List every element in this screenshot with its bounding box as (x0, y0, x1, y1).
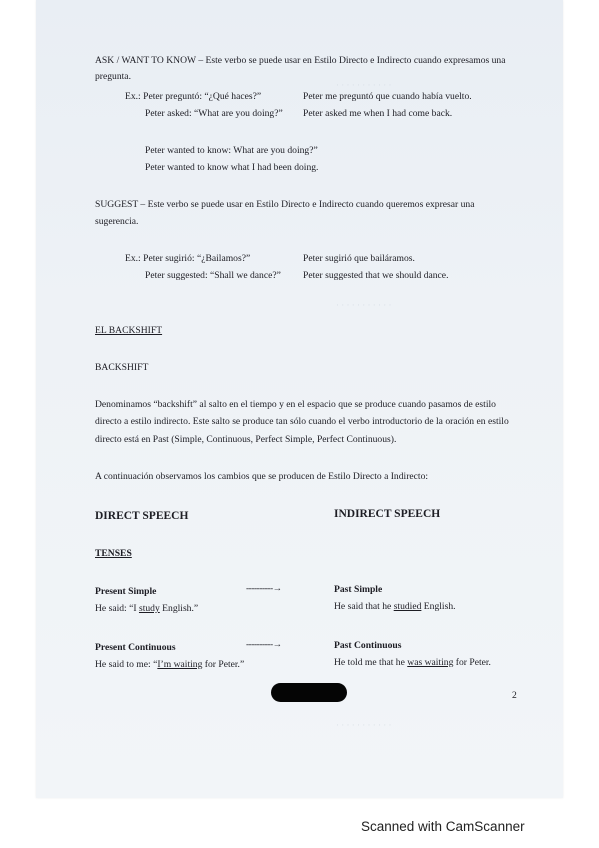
scanner-watermark: Scanned with CamScanner (361, 819, 525, 834)
backshift-title: BACKSHIFT (95, 362, 149, 373)
suggest-example-es-right: Peter sugirió que bailáramos. (303, 253, 415, 264)
tense-direct-example (95, 659, 244, 671)
backshift-paragraph-line3: directo está en Past (Simple, Continuous, Perfect Simple, Perfect Continuous). (95, 434, 397, 445)
suggest-example-en-left: Peter suggested: “Shall we dance?” (145, 270, 281, 281)
arrow-icon: ----------→ (246, 584, 282, 594)
redaction-mark (271, 683, 347, 702)
ask-example-es-right: Peter me preguntó que cuando había vuelto. (303, 91, 472, 102)
bleed-through-1: · · · · · · · · · · · (336, 80, 392, 90)
ask-example-en-right: Peter asked me when I had come back. (303, 108, 453, 119)
tenses-heading: TENSES (95, 548, 132, 559)
underlined-verb: studied (393, 601, 422, 612)
example-text: for Peter.” (202, 659, 245, 670)
ask-example-en-left: Peter asked: “What are you doing?” (145, 108, 283, 119)
tense-indirect-title: Past Continuous (334, 640, 402, 651)
tense-direct-example (95, 603, 198, 615)
backshift-paragraph-line2: directo a estilo indirecto. Este salto se produce tan sólo cuando el verbo introductorio de la oración en estilo (95, 416, 509, 427)
arrow-icon: ----------→ (246, 640, 282, 650)
tense-indirect-title: Past Simple (334, 584, 383, 595)
ask-heading-line1: ASK / WANT TO KNOW – Este verbo se puede usar en Estilo Directo e Indirecto cuando expresamos una (95, 55, 506, 66)
bleed-through-3: · · · · · · · · · · · (336, 720, 392, 730)
underlined-verb: was waiting (407, 657, 454, 668)
suggest-example-en-right: Peter suggested that we should dance. (303, 270, 449, 281)
tense-direct-title: Present Continuous (95, 642, 176, 653)
example-text: He said that he (334, 601, 394, 612)
bleed-through-2: · · · · · · · · · · · (336, 300, 392, 310)
backshift-intro: A continuación observamos los cambios que se producen de Estilo Directo a Indirecto: (95, 471, 429, 482)
indirect-speech-heading: INDIRECT SPEECH (334, 508, 441, 520)
backshift-title-underlined: EL BACKSHIFT (95, 325, 163, 336)
ask-example-es-left: Ex.: Peter preguntó: “¿Qué haces?” (125, 91, 262, 102)
tense-indirect-example (334, 601, 456, 613)
example-text: He said to me: “ (95, 659, 158, 670)
tense-direct-title: Present Simple (95, 586, 157, 597)
backshift-paragraph-line1: Denominamos “backshift” al salto en el tiempo y en el espacio que se produce cuando pasamos de estilo (95, 399, 496, 410)
underlined-verb: I’m waiting (157, 659, 203, 670)
example-text: English. (421, 601, 456, 612)
example-text: English.” (159, 603, 199, 614)
page-number: 2 (512, 690, 517, 701)
suggest-example-es-left: Ex.: Peter sugirió: “¿Bailamos?” (125, 253, 251, 264)
suggest-heading-line2: sugerencia. (95, 216, 139, 227)
ask-heading-line2: pregunta. (95, 71, 131, 82)
tense-indirect-example (334, 657, 491, 669)
example-text: for Peter. (453, 657, 491, 668)
example-text: He told me that he (334, 657, 408, 668)
direct-speech-heading: DIRECT SPEECH (95, 510, 189, 522)
suggest-heading-line1: SUGGEST – Este verbo se puede usar en Estilo Directo e Indirecto cuando queremos expresar una (95, 199, 475, 210)
want-example-indirect: Peter wanted to know what I had been doing. (145, 162, 319, 173)
underlined-verb: study (138, 603, 160, 614)
want-example-direct: Peter wanted to know: What are you doing?” (145, 145, 318, 156)
example-text: He said: “I (95, 603, 139, 614)
